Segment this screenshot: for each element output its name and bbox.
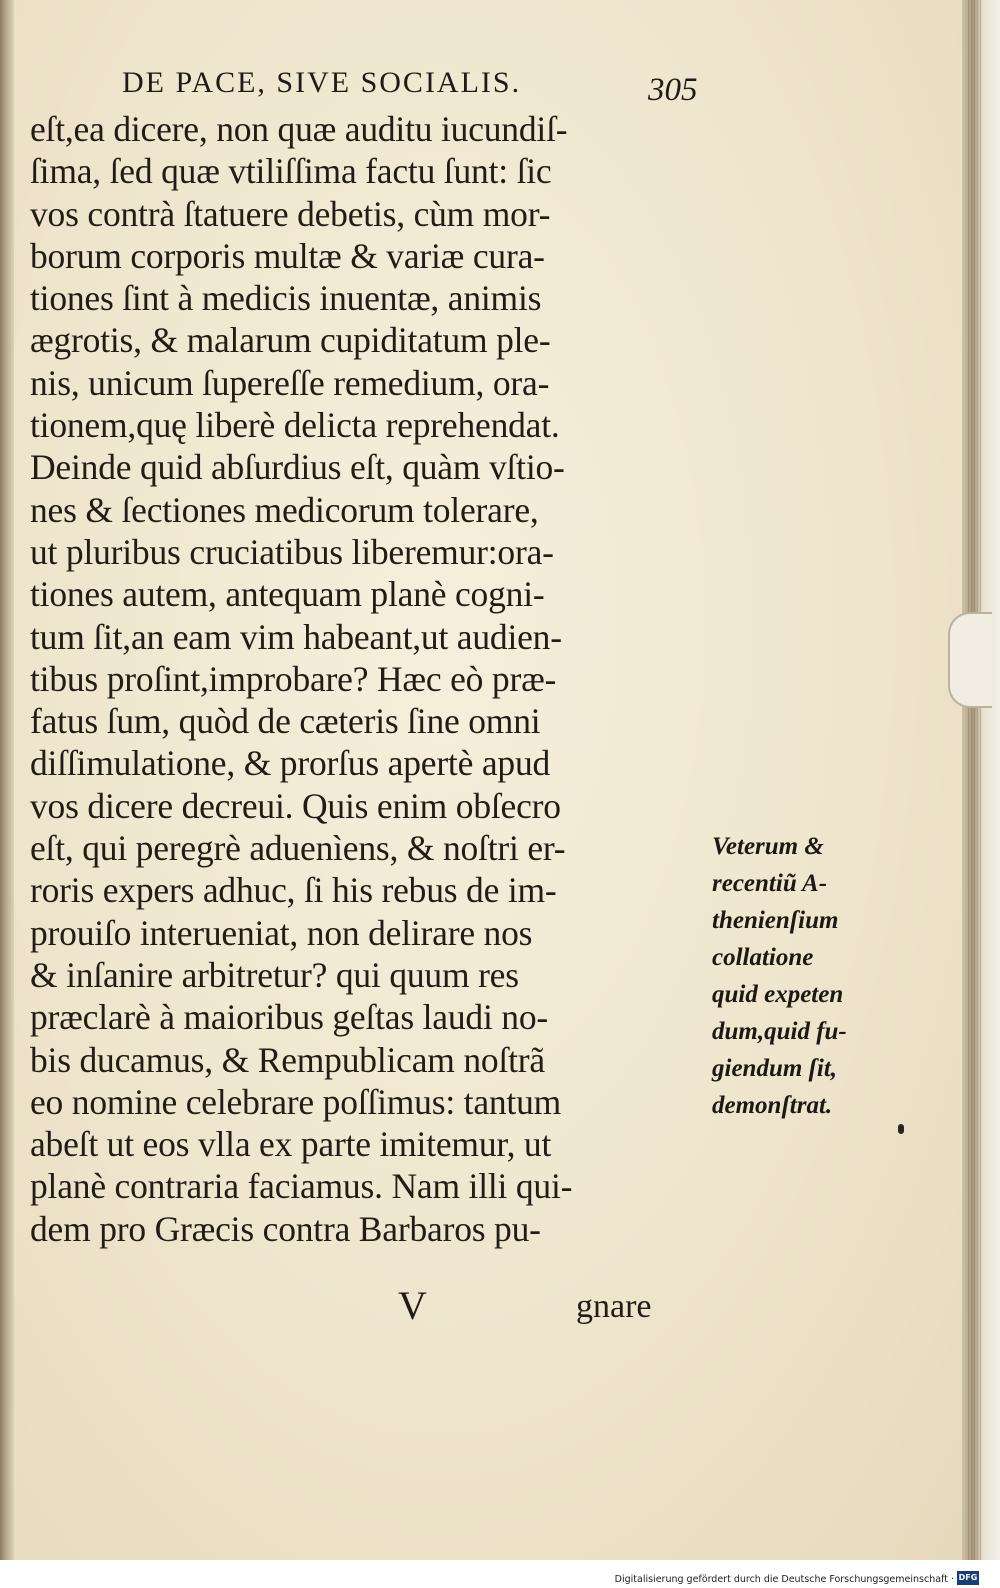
text-line: roris expers adhuc, ſi his rebus de im- <box>30 870 557 911</box>
text-line: ſima, ſed quæ vtiliſſima factu ſunt: ſic <box>30 151 552 192</box>
marginal-note-line: quid expeten <box>712 981 844 1008</box>
marginal-note-line: collatione <box>712 944 814 971</box>
marginal-note-line: recentiũ A- <box>712 870 828 897</box>
marginal-note-line: thenienſium <box>712 907 839 934</box>
text-line: tionem,quę liberè delicta reprehendat. <box>30 405 560 446</box>
text-line: planè contraria faciamus. Nam illi qui- <box>30 1166 573 1207</box>
text-line: tiones ſint à medicis inuentæ, animis <box>30 278 542 319</box>
text-line: prouiſo interueniat, non delirare nos <box>30 912 533 953</box>
text-line: vos dicere decreui. Quis enim obſecro <box>30 785 561 826</box>
text-line: ægrotis, & malarum cupiditatum ple- <box>30 320 551 361</box>
text-line: dem pro Græcis contra Barbaros pu- <box>30 1208 541 1249</box>
page-tab-marker <box>948 612 992 708</box>
marginal-note-line: dum,quid fu- <box>712 1018 847 1045</box>
page-stack-lines <box>968 0 982 1560</box>
text-line: præclarè à maioribus geſtas laudi no- <box>30 997 549 1038</box>
text-line: fatus ſum, quòd de cæteris ſine omni <box>30 701 541 742</box>
text-line: tum ſit,an eam vim habeant,ut audien- <box>30 616 562 657</box>
marginal-note-line: demonſtrat. <box>712 1092 833 1119</box>
text-line: ut pluribus cruciatibus liberemur:ora- <box>30 531 554 572</box>
text-line: eſt,ea dicere, non quæ auditu iucundiſ- <box>30 109 568 149</box>
text-line: eo nomine celebrare poſſimus: tantum <box>30 1081 562 1122</box>
text-line: bis ducamus, & Rempublicam noſtrã <box>30 1039 545 1080</box>
text-line: Deinde quid abſurdius eſt, quàm vſtio- <box>30 447 565 488</box>
marginal-note-line: giendum ſit, <box>712 1055 838 1082</box>
marginal-note <box>712 828 892 1124</box>
ink-speck <box>898 1124 904 1134</box>
text-line: nes & ſectiones medicorum tolerare, <box>30 489 539 530</box>
running-head: DE PACE, SIVE SOCIALIS. <box>122 66 522 99</box>
signature-mark: V <box>398 1283 427 1328</box>
text-line: tiones autem, antequam planè cogni- <box>30 574 545 615</box>
text-line: abeſt ut eos vlla ex parte imitemur, ut <box>30 1124 552 1165</box>
text-line: nis, unicum ſupereſſe remedium, ora- <box>30 362 550 403</box>
marginal-note-line: Veterum & <box>712 833 824 860</box>
text-line: tibus proſint,improbare? Hæc eò præ- <box>30 658 557 699</box>
text-line: diſſimulatione, & prorſus apertè apud <box>30 743 551 784</box>
text-line: & inſanire arbitretur? qui quum res <box>30 954 519 995</box>
page-number: 305 <box>648 72 698 108</box>
catchword: gnare <box>576 1288 652 1325</box>
book-left-edge <box>0 0 14 1560</box>
dfg-logo: DFG <box>957 1571 979 1585</box>
footer-credit: Digitalisierung gefördert durch die Deutsche Forschungsgemeinschaft · <box>614 1574 954 1585</box>
text-line: vos contrà ſtatuere debetis, cùm mor- <box>30 193 551 234</box>
text-line: eſt, qui peregrè aduenìens, & noſtri er- <box>30 828 566 869</box>
text-line: borum corporis multæ & variæ cura- <box>30 235 545 276</box>
body-text <box>30 108 730 1250</box>
